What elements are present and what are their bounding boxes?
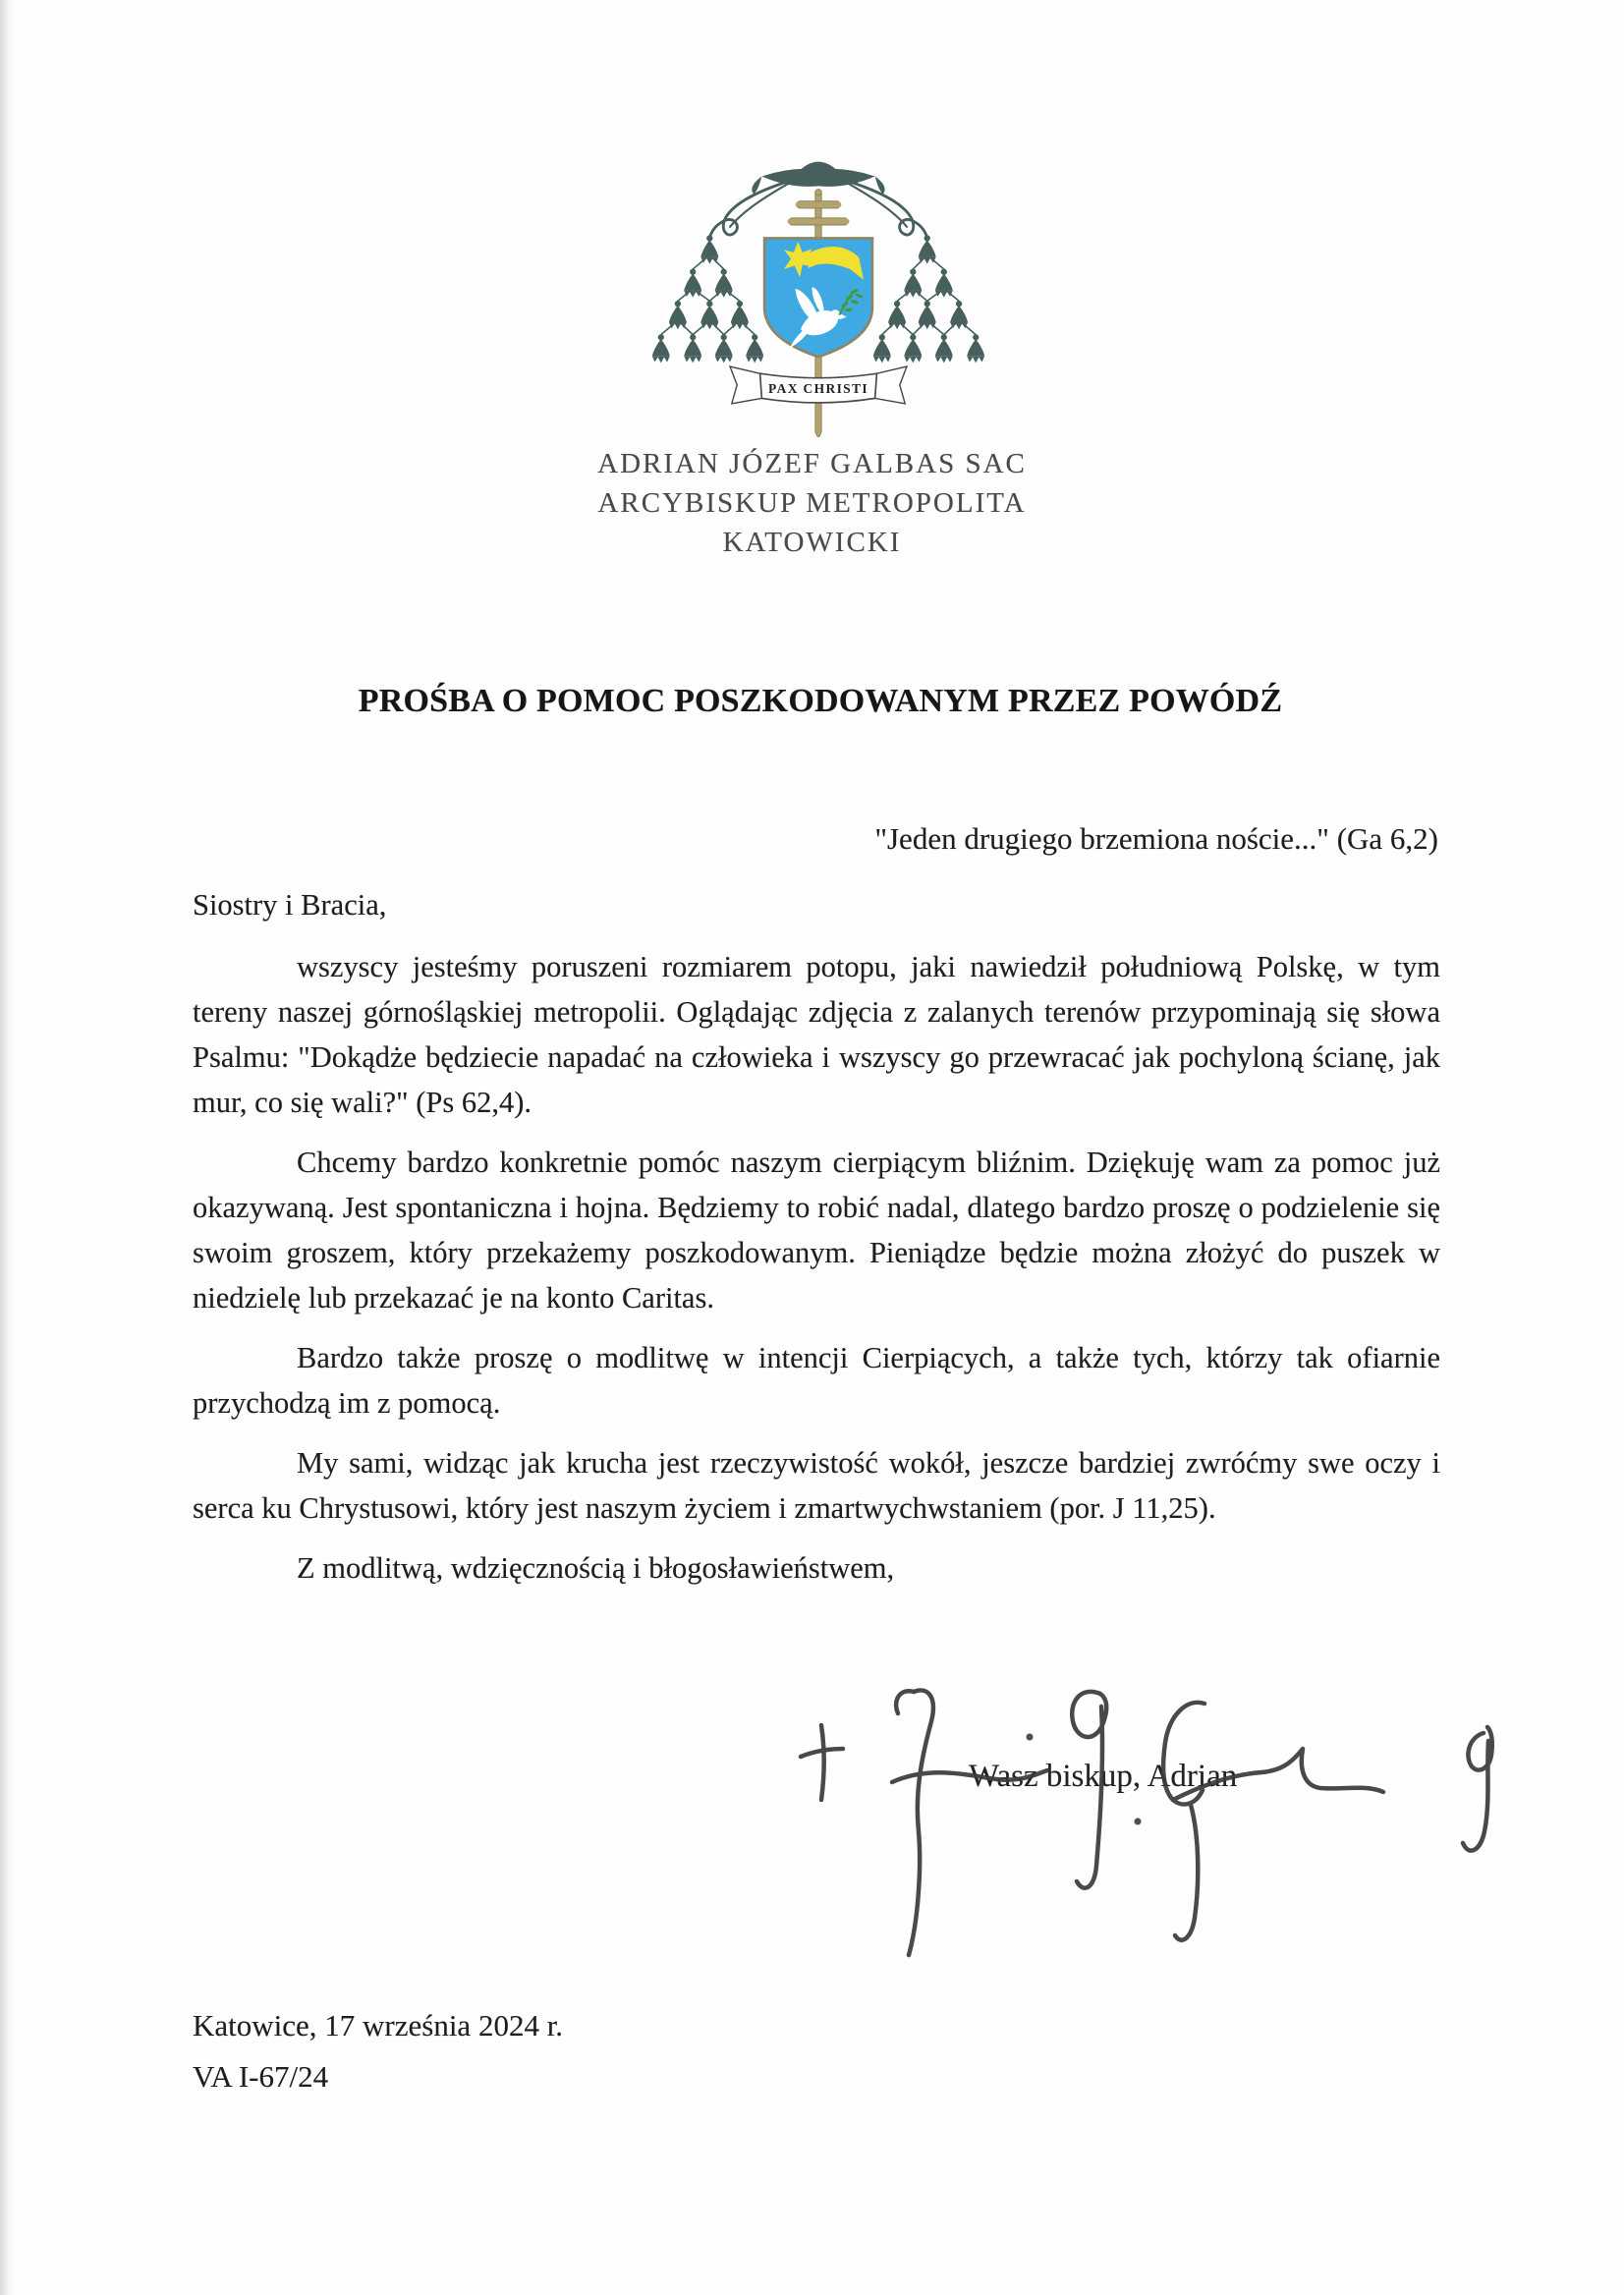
archbishop-name: ADRIAN JÓZEF GALBAS SAC [597,448,1027,479]
epigraph: "Jeden drugiego brzemiona noście..." (Ga 6,2) [874,821,1438,856]
letter-body [193,882,1440,1591]
letterhead-block [0,444,1624,562]
scan-edge-shadow [0,0,16,2295]
episcopal-coat-of-arms [642,145,995,437]
signature-cross [821,1725,824,1800]
signature-caption: Wasz biskup, Adrian [969,1759,1238,1794]
reference-number: VA I-67/24 [193,2059,329,2094]
closing-line: Z modlitwą, wdzięcznością i błogosławieństwem, [297,1551,895,1585]
archbishop-title-line1: ARCYBISKUP METROPOLITA [597,487,1027,519]
place-date: Katowice, 17 września 2024 r. [193,2008,564,2043]
salutation: Siostry i Bracia, [193,888,387,922]
shield [764,239,872,358]
archbishop-title-line2: KATOWICKI [722,527,902,558]
handwritten-signature [776,1662,1533,1977]
footer-block [193,2000,563,2102]
motto-text: PAX CHRISTI [768,381,868,396]
document-title: PROŚBA O POMOC POSZKODOWANYM PRZEZ POWÓDŹ [358,683,1283,719]
paragraph: wszyscy jesteśmy poruszeni rozmiarem potopu, jaki nawiedził południową Polskę, w tym tereny naszej górnośląskiej metropolii. Oglądając zdjęcia z zalanych terenów przypominają się słowa Psalmu: "Dokądże będziecie napadać na człowieka i wszyscy go przewracać jak pochyloną ścianę, jak mur, co się wali?" (Ps 62,4). [193,950,1440,1119]
paragraph: My sami, widząc jak krucha jest rzeczywistość wokół, jeszcze bardziej zwróćmy swe oczy i serca ku Chrystusowi, który jest naszym życiem i zmartwychwstaniem (por. J 11,25). [193,1446,1440,1525]
paragraphs-container [193,944,1440,1531]
paragraph: Bardzo także proszę o modlitwę w intencji Cierpiących, a także tych, którzy tak ofiarnie przychodzą im z pomocą. [193,1341,1440,1420]
signature-strokes [801,1690,1492,1955]
paragraph: Chcemy bardzo konkretnie pomóc naszym cierpiącym bliźnim. Dziękuję wam za pomoc już okazywaną. Jest spontaniczna i hojna. Będziemy to robić nadal, dlatego bardzo proszę o podzielenie się swoim groszem, który przekażemy poszkodowanym. Pieniądze będzie można złożyć do puszek w niedzielę lub przekazać je na konto Caritas. [193,1146,1440,1315]
